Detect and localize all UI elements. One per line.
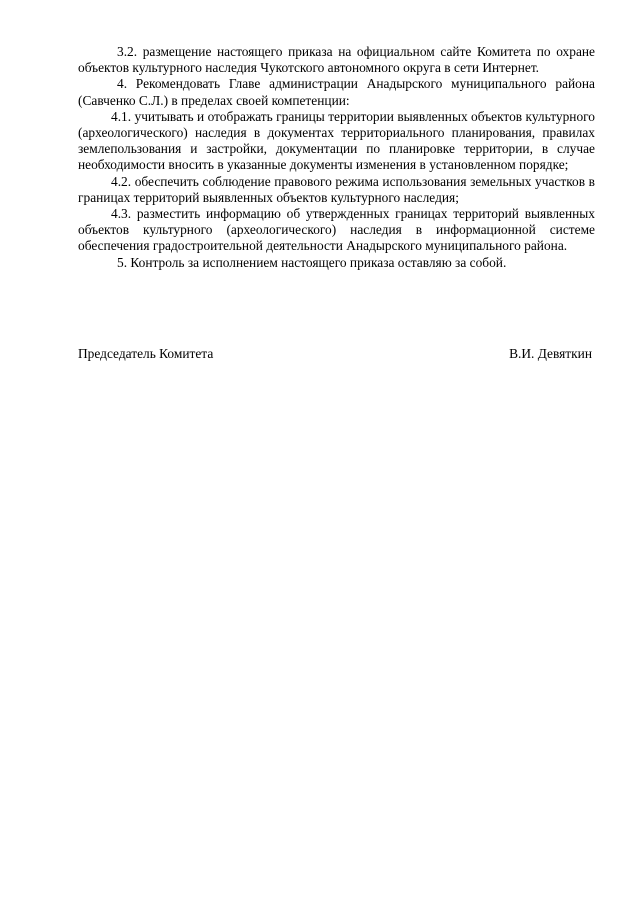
signature-block bbox=[78, 346, 592, 362]
signatory-name: В.И. Девяткин bbox=[509, 346, 592, 361]
signatory-position: Председатель Комитета bbox=[78, 346, 214, 361]
paragraph-4-2: 4.2. обеспечить соблюдение правового режима использования земельных участков в границах территорий выявленных объектов культурного наследия; bbox=[78, 173, 595, 205]
paragraph-4-3: 4.3. разместить информацию об утвержденных границах территорий выявленных объектов культурного (археологического) наследия в информационной системе обеспечения градостроительной деятельности Анадырского муниципального района. bbox=[78, 206, 595, 254]
paragraph-5: 5. Контроль за исполнением настоящего приказа оставляю за собой. bbox=[117, 254, 507, 270]
document-body bbox=[78, 44, 595, 271]
paragraph-4-1: 4.1. учитывать и отображать границы территории выявленных объектов культурного (археологического) наследия в документах территориального планирования, правилах землепользования и застройки, документации по планировке территории, в случае необходимости вносить в указанные документы изменения в установленном порядке; bbox=[78, 108, 595, 173]
paragraph-3-2: 3.2. размещение настоящего приказа на официальном сайте Комитета по охране объектов культурного наследия Чукотского автономного округа в сети Интернет. bbox=[78, 44, 595, 76]
paragraph-4: 4. Рекомендовать Главе администрации Анадырского муниципального района (Савченко С.Л.) в пределах своей компетенции: bbox=[78, 76, 595, 108]
